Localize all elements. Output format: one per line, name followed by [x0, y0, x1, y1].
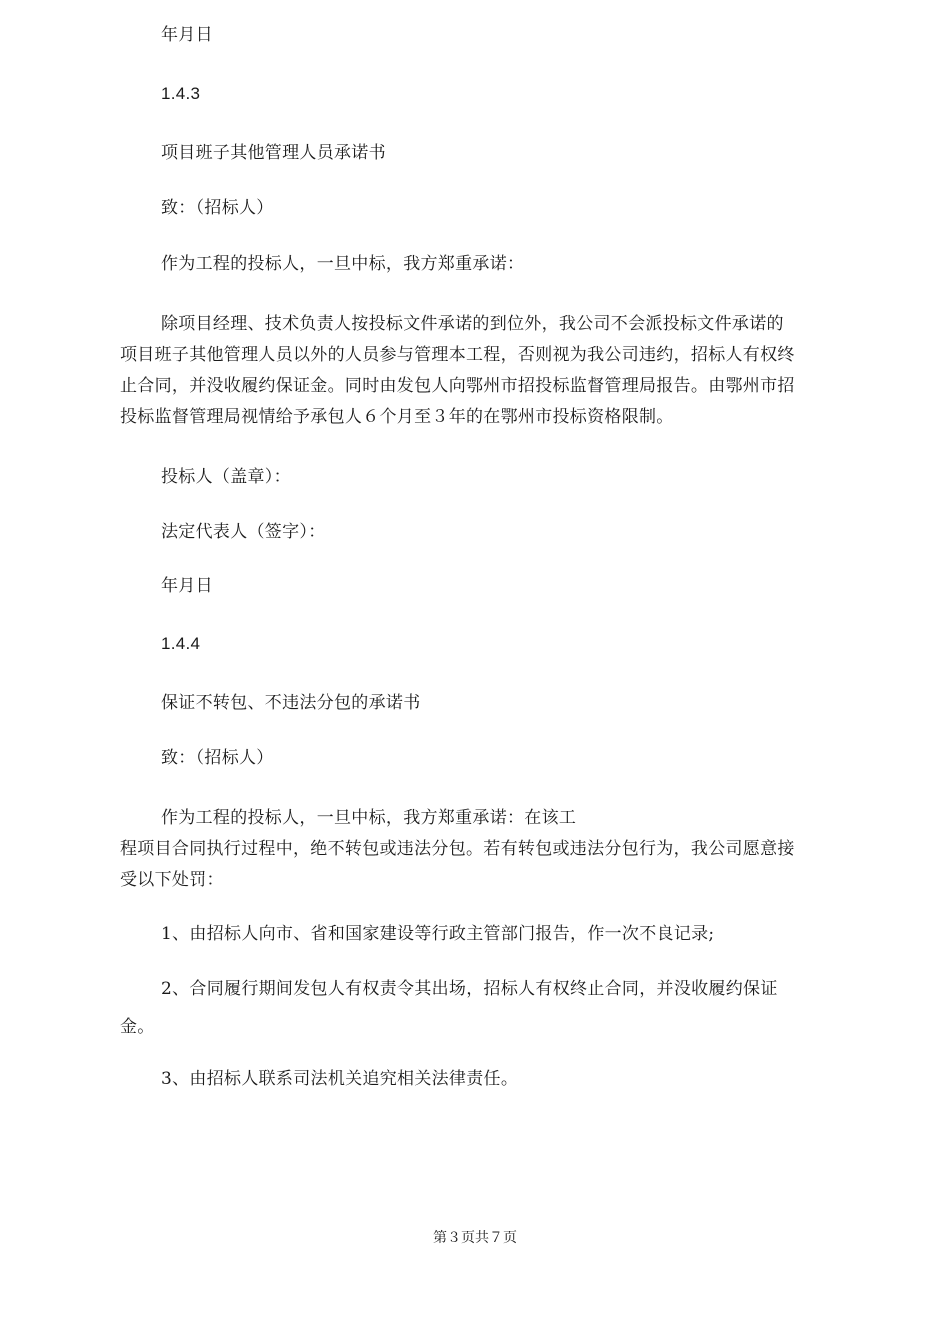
paragraph-1-line-3: 止合同，并没收履约保证金。同时由发包人向鄂州市招投标监督管理局报告。由鄂州市招 [120, 376, 795, 396]
commitment-paragraph-1 [120, 309, 832, 433]
bidder-seal-line: 投标人（盖章）： [161, 467, 291, 487]
page-footer: 第３页共７页 [433, 1230, 517, 1246]
paragraph-2-line-2: 程项目合同执行过程中，绝不转包或违法分包。若有转包或违法分包行为，我公司愿意接 [120, 839, 795, 859]
date-line-2: 年月日 [161, 576, 213, 595]
penalty-item-1: 1、由招标人向市、省和国家建设等行政主管部门报告，作一次不良记录; [161, 924, 715, 944]
legal-representative-line: 法定代表人（签字）： [161, 522, 326, 542]
date-line-1: 年月日 [161, 25, 213, 44]
paragraph-2-line-3: 受以下处罚： [120, 870, 224, 890]
addressee-line-2: 致：（招标人） [161, 748, 274, 768]
paragraph-1-line-2: 项目班子其他管理人员以外的人员参与管理本工程，否则视为我公司违约，招标人有权终 [120, 345, 795, 365]
commitment-paragraph-2 [120, 803, 832, 896]
paragraph-2-line-1: 作为工程的投标人，一旦中标，我方郑重承诺：在该工 [161, 808, 577, 828]
section-number-1-4-3: 1.4.3 [161, 84, 201, 103]
intro-line-1: 作为工程的投标人，一旦中标，我方郑重承诺： [161, 254, 525, 274]
paragraph-1-line-4: 投标监督管理局视情给予承包人６个月至３年的在鄂州市投标资格限制。 [120, 407, 674, 427]
penalty-item-2 [120, 974, 832, 1043]
section-title-1: 项目班子其他管理人员承诺书 [161, 143, 386, 163]
section-title-2: 保证不转包、不违法分包的承诺书 [161, 693, 421, 713]
section-number-1-4-4: 1.4.4 [161, 634, 201, 653]
penalty-item-2-line-1: 2、合同履行期间发包人有权责令其出场，招标人有权终止合同，并没收履约保证 [161, 979, 778, 999]
penalty-item-2-line-2: 金。 [120, 1017, 155, 1037]
addressee-line-1: 致：（招标人） [161, 198, 274, 218]
paragraph-1-line-1: 除项目经理、技术负责人按投标文件承诺的到位外，我公司不会派投标文件承诺的 [161, 314, 784, 334]
penalty-item-3: 3、由招标人联系司法机关追究相关法律责任。 [161, 1069, 519, 1089]
